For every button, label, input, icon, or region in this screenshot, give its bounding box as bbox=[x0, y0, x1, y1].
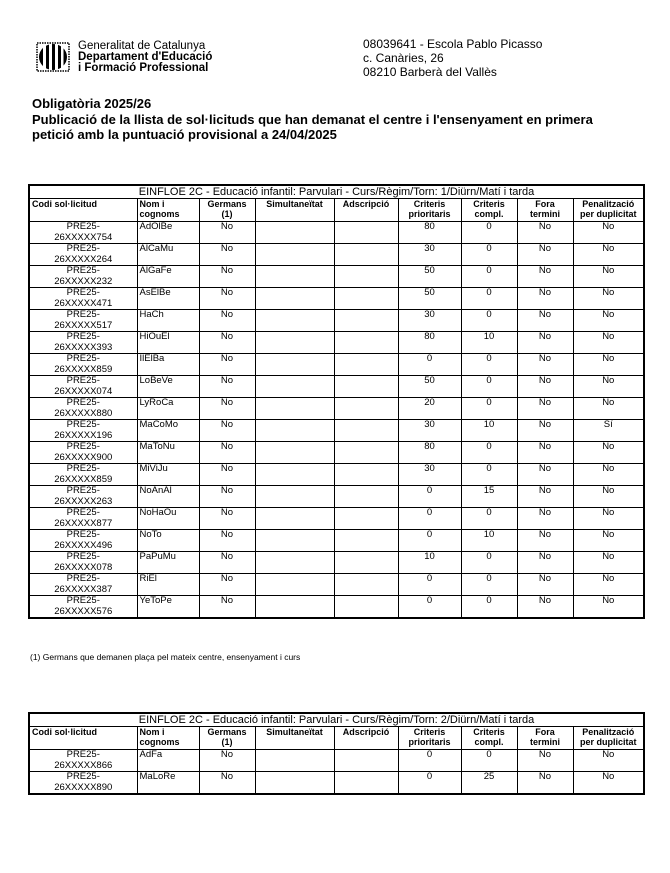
duplicity-penalty-value: No bbox=[573, 376, 644, 398]
priority-score: 50 bbox=[398, 266, 461, 288]
complementary-score: 0 bbox=[461, 552, 517, 574]
duplicity-penalty-value: No bbox=[573, 332, 644, 354]
duplicity-penalty-value: No bbox=[573, 398, 644, 420]
late-value: No bbox=[517, 332, 573, 354]
priority-score: 0 bbox=[398, 772, 461, 795]
applicant-initials: AdOlBe bbox=[137, 222, 199, 244]
duplicity-penalty-value: Sí bbox=[573, 420, 644, 442]
late-value: No bbox=[517, 376, 573, 398]
application-code bbox=[29, 464, 137, 486]
application-code-prefix: PRE25- bbox=[66, 573, 100, 584]
siblings-value: No bbox=[199, 464, 255, 486]
assignment-value bbox=[334, 376, 398, 398]
application-code-prefix: PRE25- bbox=[66, 551, 100, 562]
late-value: No bbox=[517, 508, 573, 530]
applicant-initials: IlElBa bbox=[137, 354, 199, 376]
application-code-suffix: 26XXXXX576 bbox=[54, 605, 113, 617]
assignment-value bbox=[334, 750, 398, 772]
application-code-suffix: 26XXXXX890 bbox=[54, 781, 113, 793]
siblings-value: No bbox=[199, 332, 255, 354]
complementary-score: 0 bbox=[461, 750, 517, 772]
application-code bbox=[29, 508, 137, 530]
duplicity-penalty-value: No bbox=[573, 464, 644, 486]
applicant-initials: AlGaFe bbox=[137, 266, 199, 288]
table-row bbox=[29, 376, 644, 398]
complementary-score: 0 bbox=[461, 354, 517, 376]
application-code-prefix: PRE25- bbox=[66, 287, 100, 298]
application-code-prefix: PRE25- bbox=[66, 463, 100, 474]
application-code-suffix: 26XXXXX196 bbox=[54, 429, 113, 441]
assignment-value bbox=[334, 398, 398, 420]
school-street: c. Canàries, 26 bbox=[363, 51, 444, 65]
table-row bbox=[29, 596, 644, 619]
late-value: No bbox=[517, 288, 573, 310]
complementary-score: 0 bbox=[461, 310, 517, 332]
col-header-complementary-criteria: Criteris compl. bbox=[461, 727, 517, 750]
simultaneity-value bbox=[255, 244, 334, 266]
column-headers bbox=[29, 727, 644, 750]
siblings-value: No bbox=[199, 288, 255, 310]
late-value: No bbox=[517, 244, 573, 266]
siblings-value: No bbox=[199, 486, 255, 508]
complementary-score: 0 bbox=[461, 222, 517, 244]
col-header-siblings: Germans (1) bbox=[199, 727, 255, 750]
simultaneity-value bbox=[255, 354, 334, 376]
table-row bbox=[29, 354, 644, 376]
applicant-initials: AsElBe bbox=[137, 288, 199, 310]
application-code bbox=[29, 332, 137, 354]
applicant-initials: HiOuEl bbox=[137, 332, 199, 354]
col-header-duplicity-penalty: Penalització per duplicitat bbox=[573, 727, 644, 750]
table-row bbox=[29, 244, 644, 266]
siblings-value: No bbox=[199, 596, 255, 619]
priority-score: 30 bbox=[398, 420, 461, 442]
duplicity-penalty-value: No bbox=[573, 750, 644, 772]
heading-title-2: petició amb la puntuació provisional a 24/04/2025 bbox=[32, 127, 337, 142]
complementary-score: 25 bbox=[461, 772, 517, 795]
application-code-prefix: PRE25- bbox=[66, 485, 100, 496]
priority-score: 0 bbox=[398, 354, 461, 376]
application-code-suffix: 26XXXXX866 bbox=[54, 759, 113, 771]
table-row bbox=[29, 332, 644, 354]
late-value: No bbox=[517, 398, 573, 420]
col-header-assignment: Adscripció bbox=[334, 199, 398, 222]
application-code bbox=[29, 750, 137, 772]
school-city: 08210 Barberà del Vallès bbox=[363, 65, 497, 79]
org-line-3: i Formació Professional bbox=[78, 62, 209, 74]
applicant-initials: LyRoCa bbox=[137, 398, 199, 420]
assignment-value bbox=[334, 310, 398, 332]
applicant-initials: NoAnAl bbox=[137, 486, 199, 508]
duplicity-penalty-value: No bbox=[573, 772, 644, 795]
siblings-value: No bbox=[199, 772, 255, 795]
priority-score: 0 bbox=[398, 530, 461, 552]
complementary-score: 0 bbox=[461, 596, 517, 619]
table-row bbox=[29, 486, 644, 508]
applicant-initials: NoTo bbox=[137, 530, 199, 552]
simultaneity-value bbox=[255, 464, 334, 486]
simultaneity-value bbox=[255, 420, 334, 442]
organization-name bbox=[78, 41, 212, 74]
col-header-late: Fora termini bbox=[517, 199, 573, 222]
duplicity-penalty-value: No bbox=[573, 574, 644, 596]
col-header-assignment: Adscripció bbox=[334, 727, 398, 750]
application-code bbox=[29, 772, 137, 795]
table-row bbox=[29, 420, 644, 442]
late-value: No bbox=[517, 486, 573, 508]
late-value: No bbox=[517, 574, 573, 596]
assignment-value bbox=[334, 530, 398, 552]
priority-score: 50 bbox=[398, 376, 461, 398]
application-code-prefix: PRE25- bbox=[66, 507, 100, 518]
col-header-simultaneity: Simultaneïtat bbox=[255, 727, 334, 750]
duplicity-penalty-value: No bbox=[573, 442, 644, 464]
application-code-prefix: PRE25- bbox=[66, 529, 100, 540]
duplicity-penalty-value: No bbox=[573, 310, 644, 332]
applicant-initials: HaCh bbox=[137, 310, 199, 332]
col-header-priority-criteria: Criteris prioritaris bbox=[398, 727, 461, 750]
application-code-suffix: 26XXXXX859 bbox=[54, 473, 113, 485]
simultaneity-value bbox=[255, 772, 334, 795]
complementary-score: 10 bbox=[461, 420, 517, 442]
assignment-value bbox=[334, 288, 398, 310]
complementary-score: 0 bbox=[461, 574, 517, 596]
table-row bbox=[29, 310, 644, 332]
assignment-value bbox=[334, 222, 398, 244]
duplicity-penalty-value: No bbox=[573, 244, 644, 266]
application-code-prefix: PRE25- bbox=[66, 397, 100, 408]
application-code-prefix: PRE25- bbox=[66, 331, 100, 342]
assignment-value bbox=[334, 420, 398, 442]
application-code-suffix: 26XXXXX471 bbox=[54, 297, 113, 309]
simultaneity-value bbox=[255, 266, 334, 288]
generalitat-emblem-icon bbox=[34, 41, 72, 73]
col-header-duplicity-penalty: Penalització per duplicitat bbox=[573, 199, 644, 222]
simultaneity-value bbox=[255, 596, 334, 619]
table-row bbox=[29, 508, 644, 530]
application-code-prefix: PRE25- bbox=[66, 309, 100, 320]
col-header-priority-criteria: Criteris prioritaris bbox=[398, 199, 461, 222]
complementary-score: 0 bbox=[461, 508, 517, 530]
assignment-value bbox=[334, 552, 398, 574]
application-code-prefix: PRE25- bbox=[66, 419, 100, 430]
application-code-prefix: PRE25- bbox=[66, 441, 100, 452]
heading-title-1: Publicació de la llista de sol·licituds que han demanat el centre i l'ensenyament en primera bbox=[32, 111, 593, 127]
applicant-initials: MaCoMo bbox=[137, 420, 199, 442]
application-code bbox=[29, 222, 137, 244]
late-value: No bbox=[517, 354, 573, 376]
col-header-name: Nom i cognoms bbox=[137, 199, 199, 222]
table-row bbox=[29, 530, 644, 552]
duplicity-penalty-value: No bbox=[573, 266, 644, 288]
priority-score: 0 bbox=[398, 486, 461, 508]
application-code-suffix: 26XXXXX078 bbox=[54, 561, 113, 573]
document-heading bbox=[32, 96, 632, 143]
priority-score: 80 bbox=[398, 442, 461, 464]
simultaneity-value bbox=[255, 530, 334, 552]
applicant-initials: AlCaMu bbox=[137, 244, 199, 266]
late-value: No bbox=[517, 464, 573, 486]
assignment-value bbox=[334, 354, 398, 376]
late-value: No bbox=[517, 596, 573, 619]
application-code-suffix: 26XXXXX074 bbox=[54, 385, 113, 397]
complementary-score: 0 bbox=[461, 288, 517, 310]
col-header-siblings: Germans (1) bbox=[199, 199, 255, 222]
application-code bbox=[29, 398, 137, 420]
simultaneity-value bbox=[255, 486, 334, 508]
application-code-suffix: 26XXXXX880 bbox=[54, 407, 113, 419]
complementary-score: 0 bbox=[461, 266, 517, 288]
application-code bbox=[29, 442, 137, 464]
priority-score: 10 bbox=[398, 552, 461, 574]
application-code bbox=[29, 530, 137, 552]
complementary-score: 0 bbox=[461, 376, 517, 398]
priority-score: 0 bbox=[398, 574, 461, 596]
priority-score: 30 bbox=[398, 464, 461, 486]
applicant-initials: LoBeVe bbox=[137, 376, 199, 398]
column-headers bbox=[29, 199, 644, 222]
col-header-late: Fora termini bbox=[517, 727, 573, 750]
siblings-value: No bbox=[199, 574, 255, 596]
col-header-code: Codi sol·licitud bbox=[29, 199, 137, 222]
table-row bbox=[29, 464, 644, 486]
duplicity-penalty-value: No bbox=[573, 222, 644, 244]
applicant-initials: MaToNu bbox=[137, 442, 199, 464]
priority-score: 50 bbox=[398, 288, 461, 310]
late-value: No bbox=[517, 772, 573, 795]
simultaneity-value bbox=[255, 398, 334, 420]
application-code-suffix: 26XXXXX232 bbox=[54, 275, 113, 287]
late-value: No bbox=[517, 750, 573, 772]
assignment-value bbox=[334, 244, 398, 266]
duplicity-penalty-value: No bbox=[573, 596, 644, 619]
siblings-value: No bbox=[199, 508, 255, 530]
application-code-suffix: 26XXXXX877 bbox=[54, 517, 113, 529]
application-code-suffix: 26XXXXX496 bbox=[54, 539, 113, 551]
siblings-value: No bbox=[199, 750, 255, 772]
table-row bbox=[29, 442, 644, 464]
priority-score: 0 bbox=[398, 596, 461, 619]
late-value: No bbox=[517, 530, 573, 552]
application-code bbox=[29, 354, 137, 376]
simultaneity-value bbox=[255, 442, 334, 464]
table-row bbox=[29, 772, 644, 795]
priority-score: 30 bbox=[398, 244, 461, 266]
siblings-value: No bbox=[199, 530, 255, 552]
applicant-initials: MiViJu bbox=[137, 464, 199, 486]
siblings-value: No bbox=[199, 398, 255, 420]
siblings-value: No bbox=[199, 354, 255, 376]
complementary-score: 0 bbox=[461, 398, 517, 420]
late-value: No bbox=[517, 310, 573, 332]
duplicity-penalty-value: No bbox=[573, 508, 644, 530]
application-code bbox=[29, 310, 137, 332]
duplicity-penalty-value: No bbox=[573, 354, 644, 376]
assignment-value bbox=[334, 486, 398, 508]
heading-year: Obligatòria 2025/26 bbox=[32, 96, 152, 111]
col-header-name: Nom i cognoms bbox=[137, 727, 199, 750]
table-row bbox=[29, 574, 644, 596]
siblings-value: No bbox=[199, 420, 255, 442]
org-line-1: Generalitat de Catalunya bbox=[78, 40, 206, 52]
applicant-initials: YeToPe bbox=[137, 596, 199, 619]
application-code bbox=[29, 266, 137, 288]
assignment-value bbox=[334, 772, 398, 795]
siblings-value: No bbox=[199, 244, 255, 266]
application-code bbox=[29, 552, 137, 574]
application-code-prefix: PRE25- bbox=[66, 595, 100, 606]
application-code-prefix: PRE25- bbox=[66, 353, 100, 364]
priority-score: 80 bbox=[398, 332, 461, 354]
application-code-prefix: PRE25- bbox=[66, 243, 100, 254]
table-row bbox=[29, 222, 644, 244]
siblings-value: No bbox=[199, 376, 255, 398]
duplicity-penalty-value: No bbox=[573, 486, 644, 508]
complementary-score: 0 bbox=[461, 244, 517, 266]
duplicity-penalty-value: No bbox=[573, 552, 644, 574]
footnote: (1) Germans que demanen plaça pel mateix centre, ensenyament i curs bbox=[30, 652, 301, 662]
col-header-code: Codi sol·licitud bbox=[29, 727, 137, 750]
application-code bbox=[29, 244, 137, 266]
simultaneity-value bbox=[255, 750, 334, 772]
priority-score: 0 bbox=[398, 750, 461, 772]
late-value: No bbox=[517, 552, 573, 574]
late-value: No bbox=[517, 420, 573, 442]
org-line-2: Departament d'Educació bbox=[78, 51, 213, 63]
application-code-suffix: 26XXXXX859 bbox=[54, 363, 113, 375]
table-row bbox=[29, 552, 644, 574]
table-title: EINFLOE 2C - Educació infantil: Parvulari - Curs/Règim/Torn: 1/Diürn/Matí i tarda bbox=[29, 185, 644, 199]
siblings-value: No bbox=[199, 552, 255, 574]
table-row bbox=[29, 398, 644, 420]
complementary-score: 10 bbox=[461, 530, 517, 552]
simultaneity-value bbox=[255, 552, 334, 574]
application-code bbox=[29, 288, 137, 310]
priority-score: 20 bbox=[398, 398, 461, 420]
assignment-value bbox=[334, 332, 398, 354]
table-row bbox=[29, 750, 644, 772]
siblings-value: No bbox=[199, 442, 255, 464]
late-value: No bbox=[517, 222, 573, 244]
application-code-suffix: 26XXXXX387 bbox=[54, 583, 113, 595]
application-code-suffix: 26XXXXX393 bbox=[54, 341, 113, 353]
simultaneity-value bbox=[255, 376, 334, 398]
siblings-value: No bbox=[199, 222, 255, 244]
assignment-value bbox=[334, 464, 398, 486]
application-code-suffix: 26XXXXX263 bbox=[54, 495, 113, 507]
applications-table-course-2 bbox=[28, 712, 645, 795]
assignment-value bbox=[334, 442, 398, 464]
application-code-suffix: 26XXXXX264 bbox=[54, 253, 113, 265]
simultaneity-value bbox=[255, 222, 334, 244]
application-code-suffix: 26XXXXX517 bbox=[54, 319, 113, 331]
simultaneity-value bbox=[255, 574, 334, 596]
priority-score: 30 bbox=[398, 310, 461, 332]
application-code bbox=[29, 596, 137, 619]
complementary-score: 15 bbox=[461, 486, 517, 508]
complementary-score: 0 bbox=[461, 464, 517, 486]
application-code-prefix: PRE25- bbox=[66, 265, 100, 276]
application-code-prefix: PRE25- bbox=[66, 375, 100, 386]
simultaneity-value bbox=[255, 288, 334, 310]
school-address bbox=[363, 37, 542, 79]
late-value: No bbox=[517, 442, 573, 464]
applicant-initials: MaLoRe bbox=[137, 772, 199, 795]
applicant-initials: RiEl bbox=[137, 574, 199, 596]
application-code bbox=[29, 574, 137, 596]
simultaneity-value bbox=[255, 508, 334, 530]
col-header-complementary-criteria: Criteris compl. bbox=[461, 199, 517, 222]
application-code bbox=[29, 420, 137, 442]
simultaneity-value bbox=[255, 332, 334, 354]
applicant-initials: NoHaOu bbox=[137, 508, 199, 530]
assignment-value bbox=[334, 596, 398, 619]
complementary-score: 10 bbox=[461, 332, 517, 354]
duplicity-penalty-value: No bbox=[573, 530, 644, 552]
table-row bbox=[29, 288, 644, 310]
siblings-value: No bbox=[199, 310, 255, 332]
table-title: EINFLOE 2C - Educació infantil: Parvulari - Curs/Règim/Torn: 2/Diürn/Matí i tarda bbox=[29, 713, 644, 727]
application-code-prefix: PRE25- bbox=[66, 221, 100, 232]
application-code-suffix: 26XXXXX754 bbox=[54, 231, 113, 243]
school-name: 08039641 - Escola Pablo Picasso bbox=[363, 37, 543, 51]
application-code bbox=[29, 486, 137, 508]
late-value: No bbox=[517, 266, 573, 288]
siblings-value: No bbox=[199, 266, 255, 288]
assignment-value bbox=[334, 508, 398, 530]
application-code-prefix: PRE25- bbox=[66, 749, 100, 760]
applicant-initials: PaPuMu bbox=[137, 552, 199, 574]
priority-score: 80 bbox=[398, 222, 461, 244]
application-code bbox=[29, 376, 137, 398]
simultaneity-value bbox=[255, 310, 334, 332]
assignment-value bbox=[334, 266, 398, 288]
applicant-initials: AdFa bbox=[137, 750, 199, 772]
application-code-suffix: 26XXXXX900 bbox=[54, 451, 113, 463]
duplicity-penalty-value: No bbox=[573, 288, 644, 310]
assignment-value bbox=[334, 574, 398, 596]
table-row bbox=[29, 266, 644, 288]
col-header-simultaneity: Simultaneïtat bbox=[255, 199, 334, 222]
application-code-prefix: PRE25- bbox=[66, 771, 100, 782]
applications-table-course-1 bbox=[28, 184, 645, 619]
complementary-score: 0 bbox=[461, 442, 517, 464]
priority-score: 0 bbox=[398, 508, 461, 530]
